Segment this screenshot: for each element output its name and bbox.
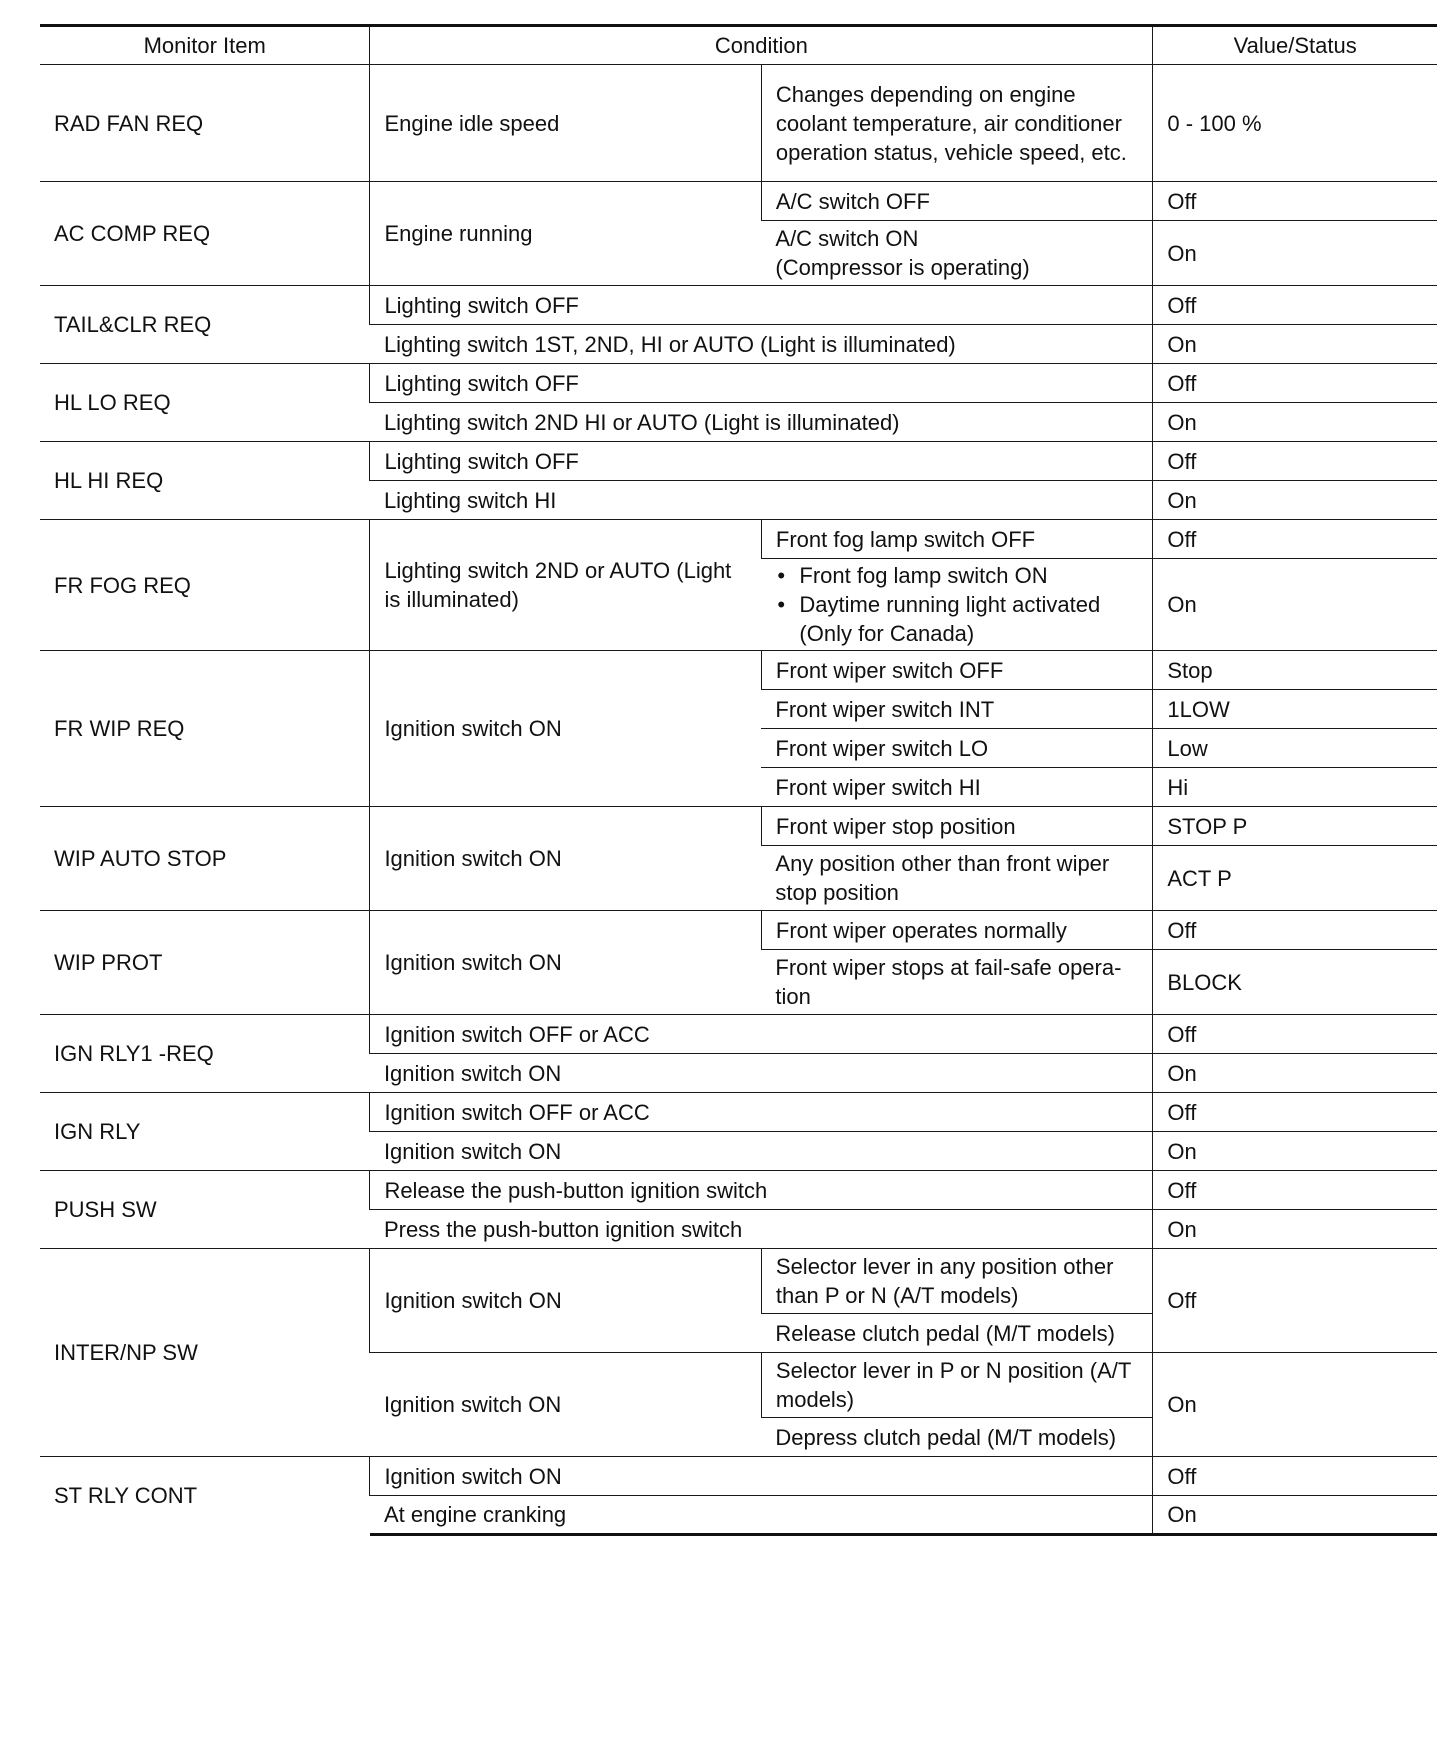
monitor-item: FR WIP REQ [40, 651, 370, 807]
monitor-item: AC COMP REQ [40, 182, 370, 286]
condition: Ignition switch ON [370, 1054, 1153, 1093]
value-status: Off [1153, 1015, 1437, 1054]
value-status: Off [1153, 364, 1437, 403]
header-condition: Condition [370, 26, 1153, 65]
condition: Ignition switch OFF or ACC [370, 1015, 1153, 1054]
sub-condition: Front wiper stops at fail-safe opera-tion [761, 950, 1152, 1015]
sub-condition: Release clutch pedal (M/T models) [761, 1314, 1152, 1353]
value-status: Off [1153, 442, 1437, 481]
sub-condition: Selector lever in any position other than P or N (A/T models) [761, 1249, 1152, 1314]
sub-condition: Any position other than front wiper stop position [761, 846, 1152, 911]
condition: Release the push-button ignition switch [370, 1171, 1153, 1210]
value-status: Off [1153, 1093, 1437, 1132]
table-row [40, 1171, 1437, 1210]
condition: Ignition switch ON [370, 911, 761, 1015]
value-status: Hi [1153, 768, 1437, 807]
sub-condition: Front wiper switch OFF [761, 651, 1152, 690]
value-status: BLOCK [1153, 950, 1437, 1015]
table-row [40, 1249, 1437, 1314]
value-status: On [1153, 1054, 1437, 1093]
sub-condition: Front wiper switch HI [761, 768, 1152, 807]
value-status: Off [1153, 1249, 1437, 1353]
condition: Ignition switch ON [370, 1457, 1153, 1496]
sub-condition: Front fog lamp switch OFF [761, 520, 1152, 559]
monitor-item: HL LO REQ [40, 364, 370, 442]
value-status: On [1153, 403, 1437, 442]
table-row [40, 911, 1437, 950]
condition: Lighting switch 2ND HI or AUTO (Light is illuminated) [370, 403, 1153, 442]
table-row [40, 65, 1437, 182]
monitor-item: PUSH SW [40, 1171, 370, 1249]
condition: Lighting switch HI [370, 481, 1153, 520]
table-row [40, 286, 1437, 325]
condition: Lighting switch 1ST, 2ND, HI or AUTO (Light is illuminated) [370, 325, 1153, 364]
sub-condition [761, 559, 1152, 651]
table-row [40, 442, 1437, 481]
bullet-list [775, 561, 1138, 648]
value-status: STOP P [1153, 807, 1437, 846]
condition: Ignition switch ON [370, 1132, 1153, 1171]
table-row [40, 182, 1437, 221]
sub-condition-line: A/C switch ON [775, 226, 919, 251]
condition: Engine running [370, 182, 761, 286]
sub-condition: Front wiper switch LO [761, 729, 1152, 768]
condition: Ignition switch ON [370, 1249, 761, 1353]
monitor-item: RAD FAN REQ [40, 65, 370, 182]
table-row [40, 520, 1437, 559]
condition: Lighting switch OFF [370, 364, 1153, 403]
condition: Engine idle speed [370, 65, 761, 182]
monitor-item: FR FOG REQ [40, 520, 370, 651]
monitor-item: WIP AUTO STOP [40, 807, 370, 911]
value-status: Stop [1153, 651, 1437, 690]
sub-condition [761, 221, 1152, 286]
condition: Ignition switch OFF or ACC [370, 1093, 1153, 1132]
bullet-item: • Front fog lamp switch ON [799, 561, 1138, 590]
condition: Lighting switch OFF [370, 286, 1153, 325]
monitor-item-table [40, 24, 1437, 1536]
value-status: On [1153, 559, 1437, 651]
value-status: On [1153, 325, 1437, 364]
table-row [40, 1457, 1437, 1496]
header-value-status: Value/Status [1153, 26, 1437, 65]
condition: Lighting switch OFF [370, 442, 1153, 481]
value-status: Off [1153, 286, 1437, 325]
value-status: 0 - 100 % [1153, 65, 1437, 182]
condition: Ignition switch ON [370, 1353, 761, 1457]
value-status: On [1153, 221, 1437, 286]
table-row [40, 1093, 1437, 1132]
value-status: Off [1153, 182, 1437, 221]
monitor-item: IGN RLY1 -REQ [40, 1015, 370, 1093]
monitor-item: TAIL&CLR REQ [40, 286, 370, 364]
value-status: Off [1153, 520, 1437, 559]
header-monitor-item: Monitor Item [40, 26, 370, 65]
condition: Lighting switch 2ND or AUTO (Light is illuminated) [370, 520, 761, 651]
table-row [40, 364, 1437, 403]
sub-condition: Front wiper switch INT [761, 690, 1152, 729]
sub-condition: Front wiper operates normally [761, 911, 1152, 950]
table-row [40, 651, 1437, 690]
value-status: Low [1153, 729, 1437, 768]
condition: Ignition switch ON [370, 807, 761, 911]
value-status: On [1153, 1210, 1437, 1249]
value-status: Off [1153, 1457, 1437, 1496]
table-row [40, 807, 1437, 846]
value-status: On [1153, 1132, 1437, 1171]
sub-condition-line: (Compressor is operating) [775, 255, 1030, 280]
bullet-item: • Daytime running light activated (Only for Canada) [799, 590, 1138, 648]
table-row [40, 1015, 1437, 1054]
sub-condition: Selector lever in P or N position (A/T models) [761, 1353, 1152, 1418]
monitor-item: HL HI REQ [40, 442, 370, 520]
condition: Ignition switch ON [370, 651, 761, 807]
sub-condition: Depress clutch pedal (M/T models) [761, 1418, 1152, 1457]
value-status: On [1153, 1353, 1437, 1457]
value-status: On [1153, 1496, 1437, 1535]
sub-condition: A/C switch OFF [761, 182, 1152, 221]
header-row [40, 26, 1437, 65]
monitor-item: WIP PROT [40, 911, 370, 1015]
monitor-item: INTER/NP SW [40, 1249, 370, 1457]
sub-condition: Changes depending on engine coolant temperature, air conditioner operation status, vehicle speed, etc. [761, 65, 1152, 182]
value-status: 1LOW [1153, 690, 1437, 729]
sub-condition: Front wiper stop position [761, 807, 1152, 846]
value-status: ACT P [1153, 846, 1437, 911]
value-status: Off [1153, 1171, 1437, 1210]
value-status: Off [1153, 911, 1437, 950]
condition: At engine cranking [370, 1496, 1153, 1535]
monitor-item: ST RLY CONT [40, 1457, 370, 1535]
monitor-item: IGN RLY [40, 1093, 370, 1171]
condition: Press the push-button ignition switch [370, 1210, 1153, 1249]
value-status: On [1153, 481, 1437, 520]
